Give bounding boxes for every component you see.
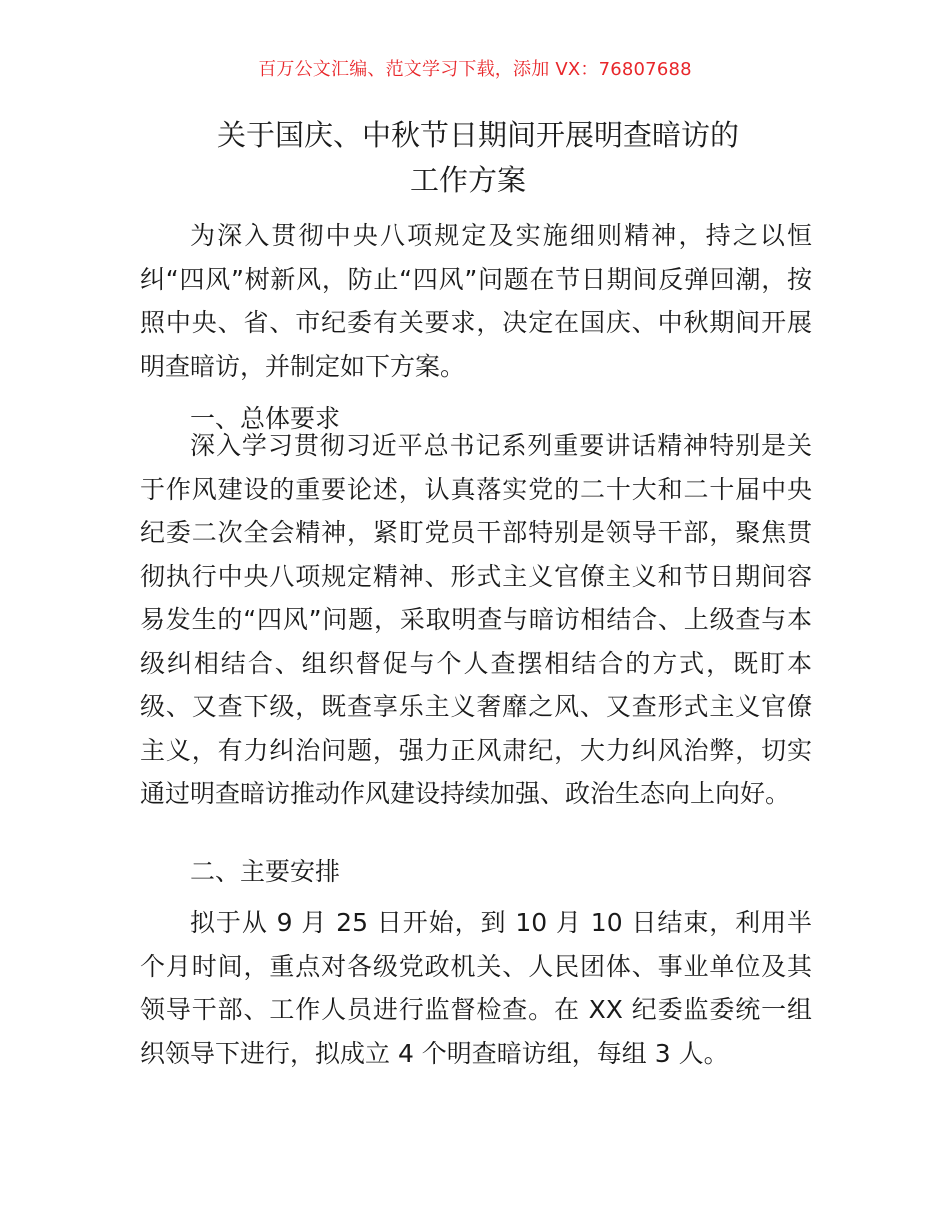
- document-title-line-1: 关于国庆、中秋节日期间开展明查暗访的: [217, 118, 740, 152]
- document-title-line-2: 工作方案: [410, 163, 527, 197]
- section-1-paragraph: 深入学习贯彻习近平总书记系列重要讲话精神特别是关于作风建设的重要论述，认真落实党的二十大和二十届中央纪委二次全会精神，紧盯党员干部特别是领导干部，聚焦贯彻执行中央八项规定精神、形式主义官僚主义和节日期间容易发生的“四风”问题，采取明查与暗访相结合、上级查与本级纠相结合、组织督促与个人查摆相结合的方式，既盯本级、又查下级，既查享乐主义奢靡之风、又查形式主义官僚主义，有力纠治问题，强力正风肃纪，大力纠风治弊，切实通过明查暗访推动作风建设持续加强、政治生态向上向好。: [140, 431, 812, 808]
- section-heading-2: 二、主要安排: [190, 857, 341, 886]
- section-heading-1: 一、总体要求: [190, 404, 341, 433]
- intro-paragraph: 为深入贯彻中央八项规定及实施细则精神，持之以恒纠“四风”树新风，防止“四风”问题在节日期间反弹回潮，按照中央、省、市纪委有关要求，决定在国庆、中秋期间开展明查暗访，并制定如下方案。: [140, 221, 812, 381]
- section-2-paragraph: 拟于从 9 月 25 日开始，到 10 月 10 日结束，利用半个月时间，重点对各级党政机关、人民团体、事业单位及其领导干部、工作人员进行监督检查。在 XX 纪委监委统一组织领导下进行，拟成立 4 个明查暗访组，每组 3 人。: [140, 908, 812, 1068]
- watermark-header: 百万公文汇编、范文学习下载，添加 VX：76807688: [258, 59, 692, 80]
